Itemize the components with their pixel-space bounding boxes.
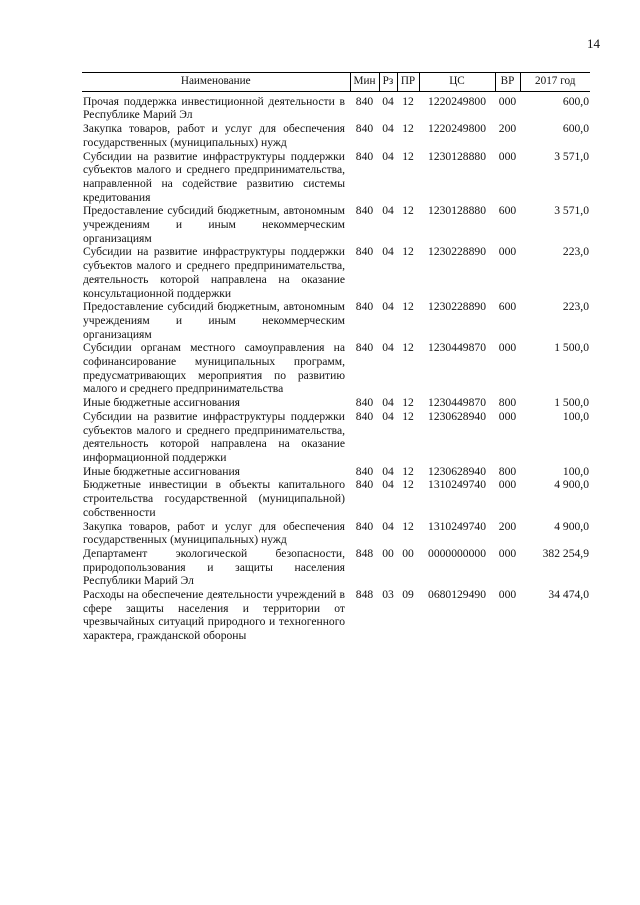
row-cs: 1230449870: [428, 341, 486, 355]
row-min: 840: [355, 300, 374, 314]
row-pr: 12: [402, 245, 414, 259]
row-rz: 04: [382, 409, 394, 423]
row-vr: 600: [498, 204, 517, 218]
header-name: Наименование: [82, 73, 350, 92]
header-min: Мин: [350, 73, 379, 92]
row-rz: 04: [382, 149, 394, 163]
row-amount: 4 900,0: [554, 478, 589, 492]
row-amount: 382 254,9: [542, 546, 589, 560]
row-pr: 12: [402, 122, 414, 136]
row-rz: 04: [382, 204, 394, 218]
row-amount: 3 571,0: [554, 149, 589, 163]
row-pr: 00: [402, 546, 414, 560]
row-name: Расходы на обеспечение деятельности учреждений в сфере защиты населения и территории от чрезвычайных ситуаций природного и техногенного характера, гражданской обороны: [83, 588, 345, 643]
row-amount: 600,0: [562, 122, 589, 136]
row-amount: 100,0: [562, 409, 589, 423]
table-row: [82, 547, 590, 588]
row-rz: 04: [382, 464, 394, 478]
row-rz: 04: [382, 122, 394, 136]
row-pr: 12: [402, 396, 414, 410]
row-name: Закупка товаров, работ и услуг для обеспечения государственных (муниципальных) нужд: [83, 519, 345, 547]
row-min: 840: [355, 204, 374, 218]
row-cs: 1310249740: [428, 478, 486, 492]
row-rz: 04: [382, 245, 394, 259]
header-rz: Рз: [379, 73, 397, 92]
row-min: 840: [355, 409, 374, 423]
header-cs: ЦС: [419, 73, 495, 92]
row-cs: 1230128880: [428, 204, 486, 218]
row-pr: 12: [402, 149, 414, 163]
row-name: Предоставление субсидий бюджетным, автономным учреждениям и иным некоммерческим организациям: [83, 300, 345, 341]
row-name: Закупка товаров, работ и услуг для обеспечения государственных (муниципальных) нужд: [83, 122, 345, 149]
row-vr: 000: [498, 94, 517, 108]
row-amount: 600,0: [562, 94, 589, 108]
row-pr: 12: [402, 464, 414, 478]
row-name: Прочая поддержка инвестиционной деятельности в Республике Марий Эл: [83, 94, 345, 122]
row-cs: 1310249740: [428, 519, 486, 533]
row-pr: 12: [402, 300, 414, 314]
row-cs: 1230228890: [428, 300, 486, 314]
row-amount: 3 571,0: [554, 204, 589, 218]
row-name: Департамент экологической безопасности, природопользования и защиты населения Республики Марий Эл: [83, 546, 345, 588]
row-cs: 0680129490: [428, 588, 486, 602]
row-vr: 800: [498, 396, 517, 410]
table-row: [82, 478, 590, 519]
table-row: [82, 122, 590, 149]
row-min: 840: [355, 478, 374, 492]
row-name: Предоставление субсидий бюджетным, автономным учреждениям и иным некоммерческим организациям: [83, 204, 345, 245]
row-rz: 00: [382, 546, 394, 560]
row-cs: 1230228890: [428, 245, 486, 259]
row-rz: 03: [382, 588, 394, 602]
row-amount: 223,0: [562, 245, 589, 259]
row-rz: 04: [382, 396, 394, 410]
row-vr: 000: [498, 409, 517, 423]
row-min: 840: [355, 149, 374, 163]
row-cs: 1220249800: [428, 122, 486, 136]
budget-table: [82, 72, 590, 643]
row-vr: 200: [498, 122, 517, 136]
row-min: 848: [355, 546, 374, 560]
row-pr: 09: [402, 588, 414, 602]
row-name: Субсидии на развитие инфраструктуры поддержки субъектов малого и среднего предпринимательства, деятельность которой направлена на оказание консультационной поддержки: [83, 245, 345, 300]
table-row: [82, 396, 590, 410]
row-min: 840: [355, 396, 374, 410]
table-row: [82, 410, 590, 465]
row-amount: 223,0: [562, 300, 589, 314]
page-number: 14: [587, 36, 600, 51]
table-row: [82, 588, 590, 643]
row-vr: 000: [498, 341, 517, 355]
row-pr: 12: [402, 341, 414, 355]
row-min: 840: [355, 519, 374, 533]
row-vr: 000: [498, 588, 517, 602]
table-row: [82, 91, 590, 122]
row-name: Иные бюджетные ассигнования: [83, 396, 240, 410]
row-name: Субсидии органам местного самоуправления на софинансирование муниципальных программ, предусматривающих мероприятия по развитию малого и среднего предпринимательства: [83, 341, 345, 396]
table-row: [82, 465, 590, 479]
row-cs: 1230628940: [428, 464, 486, 478]
row-vr: 200: [498, 519, 517, 533]
table-row: [82, 520, 590, 547]
row-pr: 12: [402, 478, 414, 492]
row-cs: 1220249800: [428, 94, 486, 108]
table-row: [82, 245, 590, 300]
row-amount: 4 900,0: [554, 519, 589, 533]
row-rz: 04: [382, 300, 394, 314]
row-vr: 000: [498, 149, 517, 163]
row-name: Субсидии на развитие инфраструктуры поддержки субъектов малого и среднего предпринимательства, направленной на содействие развитию системы кредитования: [83, 149, 345, 204]
row-rz: 04: [382, 478, 394, 492]
table-row: [82, 300, 590, 341]
header-year: 2017 год: [520, 73, 590, 92]
row-cs: 1230449870: [428, 396, 486, 410]
row-pr: 12: [402, 519, 414, 533]
row-vr: 800: [498, 464, 517, 478]
row-rz: 04: [382, 341, 394, 355]
row-rz: 04: [382, 519, 394, 533]
header-pr: ПР: [397, 73, 419, 92]
row-min: 840: [355, 341, 374, 355]
row-vr: 600: [498, 300, 517, 314]
row-min: 840: [355, 122, 374, 136]
row-cs: 1230628940: [428, 409, 486, 423]
table-row: [82, 204, 590, 245]
row-vr: 000: [498, 546, 517, 560]
row-amount: 1 500,0: [554, 396, 589, 410]
row-rz: 04: [382, 94, 394, 108]
row-min: 840: [355, 464, 374, 478]
row-name: Иные бюджетные ассигнования: [83, 464, 240, 478]
row-min: 848: [355, 588, 374, 602]
header-vr: ВР: [495, 73, 520, 92]
row-pr: 12: [402, 409, 414, 423]
row-name: Субсидии на развитие инфраструктуры поддержки субъектов малого и среднего предпринимательства, деятельность которой направлена на оказание информационной поддержки: [83, 409, 345, 464]
row-name: Бюджетные инвестиции в объекты капитального строительства государственной (муниципальной) собственности: [83, 478, 345, 519]
row-min: 840: [355, 245, 374, 259]
row-cs: 1230128880: [428, 149, 486, 163]
row-amount: 34 474,0: [548, 588, 589, 602]
table-header-row: [82, 73, 590, 92]
row-amount: 1 500,0: [554, 341, 589, 355]
row-vr: 000: [498, 245, 517, 259]
row-amount: 100,0: [562, 464, 589, 478]
table-row: [82, 341, 590, 396]
row-pr: 12: [402, 204, 414, 218]
row-vr: 000: [498, 478, 517, 492]
row-min: 840: [355, 94, 374, 108]
row-pr: 12: [402, 94, 414, 108]
table-row: [82, 150, 590, 205]
row-cs: 0000000000: [428, 546, 486, 560]
